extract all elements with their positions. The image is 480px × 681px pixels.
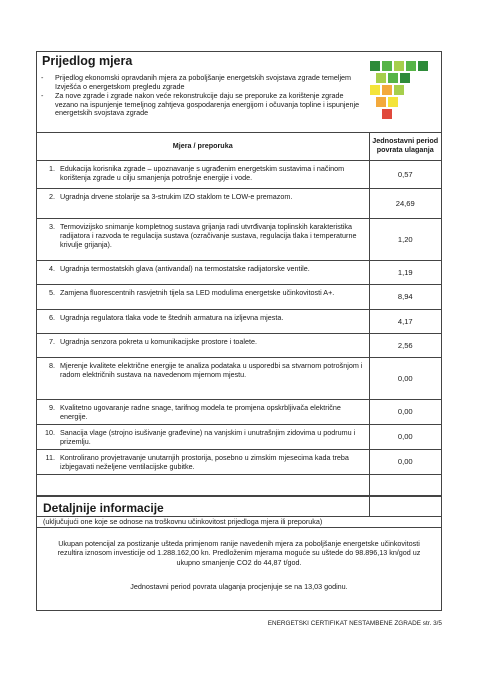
- logo-square: [394, 61, 404, 71]
- table-row: [37, 309, 441, 333]
- logo-square: [388, 73, 398, 83]
- table-row: [37, 218, 441, 260]
- bullet-item: [41, 92, 366, 118]
- payback-value: 1,19: [369, 260, 441, 284]
- table-row: [37, 357, 441, 399]
- table-row: [37, 260, 441, 284]
- savings-paragraph: Ukupan potencijal za postizanje ušteda primjenom ranije navedenih mjera za poboljšanje energetske učinkovitosti rezultira iznosom investicije od 1.288.162,00 kn. Predloženim mjerama moguće su uštede do 98.896,13 kn/god uz ukupno smanjenje CO2 do 44,87 t/god.: [57, 539, 421, 567]
- logo-square: [376, 73, 386, 83]
- logo-square: [394, 85, 404, 95]
- bullet-text: Za nove zgrade i zgrade nakon veće rekonstrukcije daju se preporuke za korištenje zgrade vezano na ispunjenje temeljnog zahtjeva gospodarenja energijom i očuvanja topline i ispunjenje energetskih svojstava zgrade: [55, 91, 360, 118]
- details-body: [37, 527, 441, 612]
- row-number: 6.: [49, 312, 55, 322]
- payback-value: 1,20: [369, 218, 441, 260]
- logo-square: [406, 61, 416, 71]
- details-subtitle: (uključujući one koje se odnose na troškovnu učinkovitost prijedloga mjera ili preporuka): [43, 517, 323, 526]
- payback-value: 0,00: [369, 449, 441, 474]
- table-header-row: [37, 132, 441, 160]
- row-number: 10.: [45, 427, 55, 437]
- measure-text: Ugradnja senzora pokreta u komunikacijske prostore i toalete.: [60, 336, 257, 346]
- logo-square: [376, 97, 386, 107]
- logo-square: [418, 61, 428, 71]
- row-number: 1.: [49, 163, 55, 173]
- payback-value: 4,17: [369, 309, 441, 333]
- bullet-item: [41, 74, 366, 91]
- logo-square: [388, 97, 398, 107]
- energy-class-logo: [364, 52, 436, 128]
- logo-square: [370, 61, 380, 71]
- measure-text: Mjerenje kvalitete električne energije te analiza podataka u usporedbi sa stvarnom potrošnjom i radom električnih sustava na navedenom mjernom mjestu.: [60, 360, 363, 379]
- payback-value: 0,00: [369, 399, 441, 424]
- row-number: 4.: [49, 263, 55, 273]
- table-row-empty: [37, 474, 441, 495]
- table-row: [37, 160, 441, 188]
- logo-square: [370, 85, 380, 95]
- table-row: [37, 399, 441, 424]
- table-row: [37, 449, 441, 474]
- column-header-measure: Mjera / preporuka: [37, 132, 369, 160]
- payback-paragraph: Jednostavni period povrata ulaganja procjenjuje se na 13,03 godinu.: [130, 582, 348, 591]
- row-number: 9.: [49, 402, 55, 412]
- table-row: [37, 188, 441, 218]
- measure-text: Ugradnja drvene stolarije sa 3-strukim IZO staklom te LOW-e premazom.: [60, 191, 293, 201]
- payback-value: 24,69: [369, 188, 441, 218]
- column-header-payback: Jednostavni period povrata ulaganja: [369, 132, 441, 160]
- table-row: [37, 424, 441, 449]
- measure-text: Zamjena fluorescentnih rasvjetnih tijela sa LED modulima energetske učinkovitosti A+.: [60, 287, 335, 297]
- details-title: Detaljnije informacije: [43, 501, 164, 515]
- measure-text: Kvalitetno ugovaranje radne snage, tarifnog modela te promjena opskrbljivača električne energije.: [60, 402, 341, 421]
- row-number: 5.: [49, 287, 55, 297]
- measure-text: Sanacija vlage (strojno isušivanje građevine) na vanjskim i unutrašnjim zidovima u podrumu i prizemlju.: [60, 427, 356, 446]
- payback-value: 2,56: [369, 333, 441, 357]
- proposal-header: [37, 52, 441, 133]
- table-row: [37, 284, 441, 309]
- bullet-dash: -: [41, 73, 44, 82]
- payback-value: 0,57: [369, 160, 441, 188]
- row-number: 3.: [49, 221, 55, 231]
- row-number: 2.: [49, 191, 55, 201]
- payback-value: 0,00: [369, 424, 441, 449]
- page-footer: ENERGETSKI CERTIFIKAT NESTAMBENE ZGRADE str. 3/5: [267, 620, 442, 627]
- logo-square: [382, 61, 392, 71]
- logo-square: [382, 109, 392, 119]
- row-number: 8.: [49, 360, 55, 370]
- logo-square: [382, 85, 392, 95]
- details-section: [37, 496, 441, 611]
- row-number: 7.: [49, 336, 55, 346]
- bullet-dash: -: [41, 91, 44, 101]
- measure-text: Ugradnja termostatskih glava (antivandal) na termostatske radijatorske ventile.: [60, 263, 310, 273]
- measure-text: Termovizijsko snimanje kompletnog sustava grijanja radi utvrđivanja toplinskih karakteristika radijatora i razvoda te regulacija sustava (ozračivanje sustava, regulacija tlaka i temperaturne krivulje grijanja).: [60, 221, 357, 249]
- row-number: 11.: [45, 452, 55, 462]
- payback-value: 8,94: [369, 284, 441, 309]
- section-title: Prijedlog mjera: [42, 54, 133, 68]
- measures-table: [37, 132, 441, 517]
- measure-text: Edukacija korisnika zgrade – upoznavanje s ugrađenim energetskim sustavima i načinom korištenja zgrade u cilju smanjenja potrošnje energije i vode.: [60, 163, 345, 182]
- measure-text: Kontrolirano provjetravanje unutarnjih prostorija, posebno u zimskim mjesecima kada treba izbjegavati neželjene ventilacijske gubitke.: [60, 452, 349, 471]
- bullet-list: [41, 74, 366, 119]
- content-frame: [36, 51, 442, 611]
- logo-square: [400, 73, 410, 83]
- table-row: [37, 333, 441, 357]
- measure-text: Ugradnja regulatora tlaka vode te štednih armatura na izljevna mjesta.: [60, 312, 284, 322]
- bullet-text: Prijedlog ekonomski opravdanih mjera za poboljšanje energetskih svojstava zgrade temeljem Izvješća o energetskom pregledu zgrade: [55, 73, 352, 91]
- payback-value: 0,00: [369, 357, 441, 399]
